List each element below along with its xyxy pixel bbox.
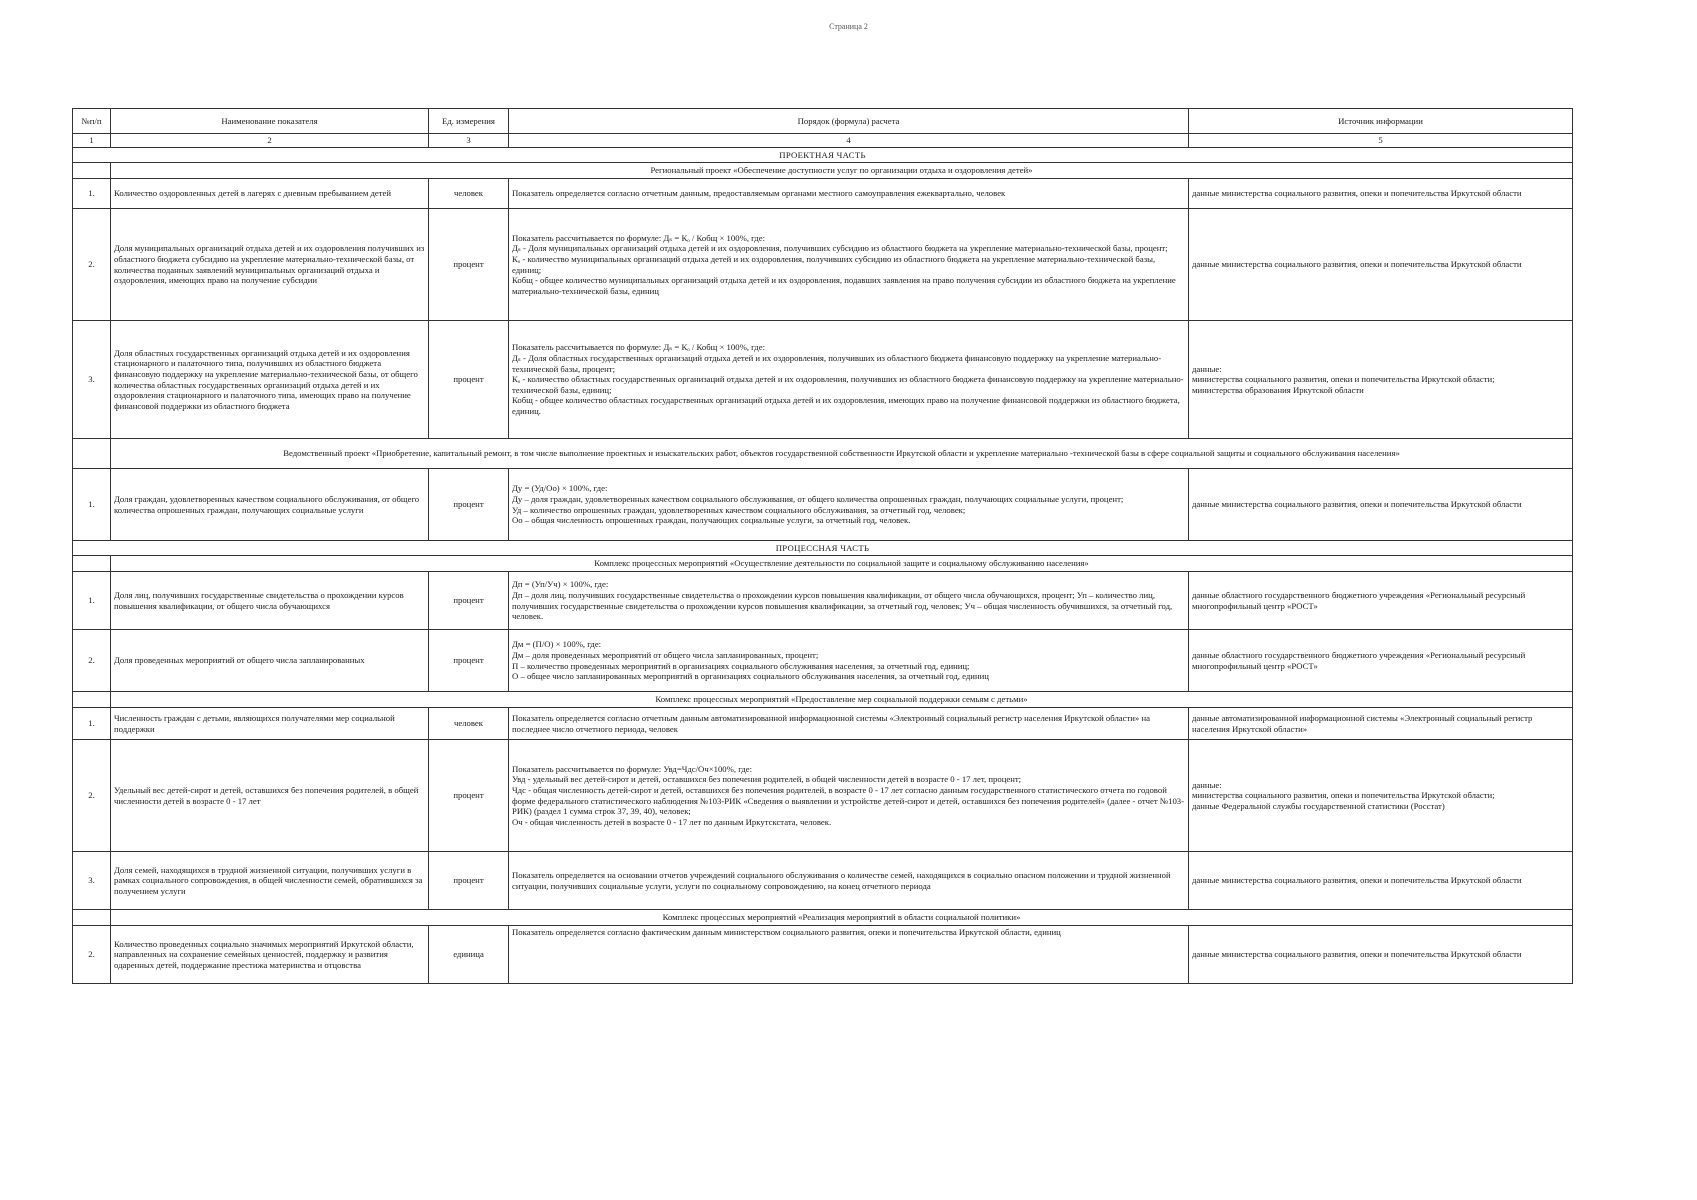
indicator-unit: процент [429,209,509,321]
indicator-name: Доля граждан, удовлетворенных качеством социального обслуживания, от общего количества опрошенных граждан, получающих социальные услуги [111,469,429,541]
table-row [73,179,1573,209]
row-number: 2. [73,630,111,692]
part-title: ПРОЦЕССНАЯ ЧАСТЬ [73,541,1573,556]
table-row [73,469,1573,541]
header-formula: Порядок (формула) расчета [509,109,1189,134]
information-source: данные министерства социального развития, опеки и попечительства Иркутской области [1189,179,1573,209]
table-row [73,572,1573,630]
indicator-unit: процент [429,740,509,852]
indicator-name: Доля областных государственных организаций отдыха детей и их оздоровления стационарного и палаточного типа, получивших из областного бюджета финансовую поддержку на укрепление материально-технической базы, от общего количества областных государственных организаций отдыха детей и их оздоровления стационарного и палаточного типа, имеющих право на получение финансовой поддержки из областного бюджета [111,321,429,439]
row-number: 3. [73,852,111,910]
section-title: Комплекс процессных мероприятий «Осуществление деятельности по социальной защите и социальному обслуживанию населения» [111,556,1573,572]
calculation-formula: Показатель рассчитывается по формуле: Дₛ = Кₒ / Кобщ × 100%, где: Дₛ - Доля областных государственных организаций отдыха детей и их оздоровления, получивших из областного бюджета финансовую поддержку на укрепление материально-технической базы, процент; Кₒ - количество областных государственных организаций отдыха детей и их оздоровления, получивших из областного бюджета финансовую поддержку на укрепление материально-технической базы, единиц; Кобщ - общее количество областных государственных организаций отдыха детей и их оздоровления, имеющих право на получение финансовой поддержки из областного бюджета, единиц. [509,321,1189,439]
information-source: данные областного государственного бюджетного учреждения «Региональный ресурсный многопрофильный центр «РОСТ» [1189,572,1573,630]
row-number: 1. [73,572,111,630]
calculation-formula: Дм = (П/О) × 100%, где: Дм – доля проведенных мероприятий от общего числа запланированных, процент; П – количество проведенных мероприятий в организациях социального обслуживания населения, за отчетный год, единиц; О – общее число запланированных мероприятий в организациях социального обслуживания населения, за отчетный год, единиц [509,630,1189,692]
information-source: данные: министерства социального развития, опеки и попечительства Иркутской области; данные Федеральной службы государственной статистики (Росстат) [1189,740,1573,852]
page-number: Страница 2 [829,22,868,31]
row-number: 3. [73,321,111,439]
section-row-departmental [73,439,1573,469]
row-number: 1. [73,469,111,541]
calculation-formula: Показатель определяется согласно отчетным данным автоматизированной информационной системы «Электронный социальный регистр населения Иркутской области» на последнее число отчетного периода, человек [509,708,1189,740]
header-num: №п/п [73,109,111,134]
row-number: 2. [73,209,111,321]
header-unit: Ед. измерения [429,109,509,134]
col-number: 2 [111,134,429,148]
indicator-name: Удельный вес детей-сирот и детей, оставшихся без попечения родителей, в общей численности детей в возрасте 0 - 17 лет [111,740,429,852]
header-name: Наименование показателя [111,109,429,134]
part-row-project [73,148,1573,163]
table-row [73,708,1573,740]
indicator-name: Доля проведенных мероприятий от общего числа запланированных [111,630,429,692]
indicator-name: Количество проведенных социально значимых мероприятий Иркутской области, направленных на сохранение семейных ценностей, поддержку и развития одаренных детей, поддержание престижа материнства и отцовства [111,926,429,984]
table-row [73,852,1573,910]
section-row-complex2 [73,692,1573,708]
row-number: 2. [73,740,111,852]
indicators-table [72,108,1573,984]
col-number: 4 [509,134,1189,148]
header-source: Источник информации [1189,109,1573,134]
col-number: 5 [1189,134,1573,148]
information-source: данные областного государственного бюджетного учреждения «Региональный ресурсный многопрофильный центр «РОСТ» [1189,630,1573,692]
table-header-row [73,109,1573,134]
table-row [73,209,1573,321]
information-source: данные министерства социального развития, опеки и попечительства Иркутской области [1189,926,1573,984]
part-row-process [73,541,1573,556]
calculation-formula: Показатель определяется на основании отчетов учреждений социального обслуживания о количестве семей, находящихся в социально опасном положении и трудной жизненной ситуации, получивших социальные услуги, услуги по социальному сопровождению, на конец отчетного периода [509,852,1189,910]
table-row [73,630,1573,692]
information-source: данные: министерства социального развития, опеки и попечительства Иркутской области; министерства образования Иркутской области [1189,321,1573,439]
section-row-complex1 [73,556,1573,572]
indicator-unit: человек [429,708,509,740]
row-number: 1. [73,179,111,209]
calculation-formula: Ду = (Уд/Оо) × 100%, где: Ду – доля граждан, удовлетворенных качеством социального обслуживания, от общего количества опрошенных граждан, получающих социальные услуги, процент; Уд – количество опрошенных граждан, удовлетворенных качеством социального обслуживания, за отчетный год, человек; Оо – общая численность опрошенных граждан, получающих социальные услуги, за отчетный год, человек. [509,469,1189,541]
table-row [73,740,1573,852]
row-number: 1. [73,708,111,740]
col-number: 1 [73,134,111,148]
calculation-formula: Дп = (Уп/Уч) × 100%, где: Дп – доля лиц, получивших государственные свидетельства о прохождении курсов повышения квалификации, от общего числа обучающихся, процент; Уп – количество лиц, получивших государственные свидетельства о прохождении курсов повышения квалификации, за отчетный год, человек; Уч – общая численность обучившихся, за отчетный год, человек. [509,572,1189,630]
indicator-unit: человек [429,179,509,209]
row-number: 2. [73,926,111,984]
indicator-name: Численность граждан с детьми, являющихся получателями мер социальной поддержки [111,708,429,740]
indicator-unit: процент [429,852,509,910]
information-source: данные министерства социального развития, опеки и попечительства Иркутской области [1189,852,1573,910]
column-numbers-row [73,134,1573,148]
section-row-regional [73,163,1573,179]
calculation-formula: Показатель определяется согласно фактическим данным министерством социального развития, опеки и попечительства Иркутской области, единиц [509,926,1189,984]
section-title: Ведомственный проект «Приобретение, капитальный ремонт, в том числе выполнение проектных и изыскательских работ, объектов государственной собственности Иркутской области и укрепление материально -технической базы в сфере социальной защиты и социального обслуживания населения» [111,439,1573,469]
indicator-unit: процент [429,630,509,692]
calculation-formula: Показатель рассчитывается по формуле: Дₛ = Кₒ / Кобщ × 100%, где: Дₛ - Доля муниципальных организаций отдыха детей и их оздоровления, получивших субсидию из областного бюджета на укрепление материально-технической базы, процент; Кₒ - количество муниципальных организаций отдыха детей и их оздоровления, получивших субсидию из областного бюджета на укрепление материально-технической базы, единиц; Кобщ - общее количество муниципальных организаций отдыха детей и их оздоровления, подавших заявления на право получения субсидии из областного бюджета на укрепление материально-технической базы, единиц [509,209,1189,321]
indicator-name: Количество оздоровленных детей в лагерях с дневным пребыванием детей [111,179,429,209]
section-title: Комплекс процессных мероприятий «Предоставление мер социальной поддержки семьям с детьми» [111,692,1573,708]
part-title: ПРОЕКТНАЯ ЧАСТЬ [73,148,1573,163]
calculation-formula: Показатель определяется согласно отчетным данным, предоставляемым органами местного самоуправления ежеквартально, человек [509,179,1189,209]
indicator-unit: процент [429,572,509,630]
calculation-formula: Показатель рассчитывается по формуле: Увд=Чдс/Оч×100%, где: Увд - удельный вес детей-сирот и детей, оставшихся без попечения родителей, в общей численности детей в возрасте 0 - 17 лет, процент; Чдс - общая численность детей-сирот и детей, оставшихся без попечения родителей, в возрасте 0 - 17 лет согласно данным государственного статистического отчета по годовой форме федерального статистического наблюдения №103-РИК «Сведения о выявлении и устройстве детей-сирот и детей, оставшихся без попечения родителей» (далее - отчет №103-РИК) (раздел 1 сумма строк 37, 39, 40), человек; Оч - общая численность детей в возрасте 0 - 17 лет по данным Иркутскстата, человек. [509,740,1189,852]
indicator-name: Доля семей, находящихся в трудной жизненной ситуации, получивших услуги в рамках социального сопровождения, в общей численности семей, обратившихся за получением услуги [111,852,429,910]
indicator-unit: единица [429,926,509,984]
section-title: Региональный проект «Обеспечение доступности услуг по организации отдыха и оздоровления детей» [111,163,1573,179]
indicator-name: Доля муниципальных организаций отдыха детей и их оздоровления получивших из областного бюджета субсидию на укрепление материально-технической базы, от количества поданных заявлений муниципальных организаций отдыха и оздоровления, имеющих право на получение субсидии [111,209,429,321]
information-source: данные министерства социального развития, опеки и попечительства Иркутской области [1189,469,1573,541]
indicator-unit: процент [429,469,509,541]
section-title: Комплекс процессных мероприятий «Реализация мероприятий в области социальной политики» [111,910,1573,926]
indicator-unit: процент [429,321,509,439]
col-number: 3 [429,134,509,148]
information-source: данные министерства социального развития, опеки и попечительства Иркутской области [1189,209,1573,321]
section-row-complex3 [73,910,1573,926]
table-row [73,926,1573,984]
information-source: данные автоматизированной информационной системы «Электронный социальный регистр населения Иркутской области» [1189,708,1573,740]
table-row [73,321,1573,439]
indicator-name: Доля лиц, получивших государственные свидетельства о прохождении курсов повышения квалификации, от общего числа обучающихся [111,572,429,630]
